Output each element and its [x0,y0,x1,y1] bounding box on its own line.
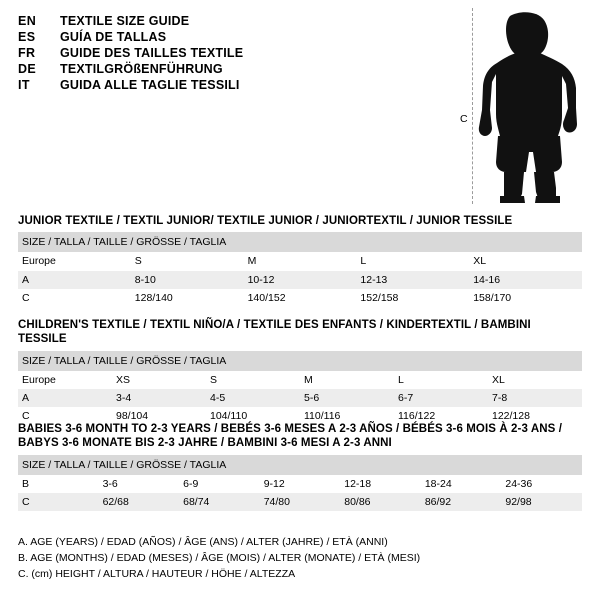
cell: XS [112,371,206,389]
section-title: CHILDREN'S TEXTILE / TEXTIL NIÑO/A / TEXTILE DES ENFANTS / KINDERTEXTIL / BAMBINI TESSILE [18,319,531,346]
cell: 74/80 [260,493,341,511]
cell: L [394,371,488,389]
cell: 68/74 [179,493,260,511]
cell: 140/152 [244,289,357,307]
cell: 3-6 [99,475,180,493]
section-title: BABIES 3-6 MONTH TO 2-3 YEARS / BEBÉS 3-6 MESES A 2-3 AÑOS / BÉBÉS 3-6 MOIS À 2-3 ANS / BABYS 3-6 MONATE BIS 2-3 JAHRE / BAMBINI 3-6 MESI A 2-3 ANNI [18,423,562,450]
cell: 116/122 [394,407,488,425]
measurement-diagram [450,8,595,208]
size-header-label: SIZE / TALLA / TAILLE / GRÖSSE / TAGLIA [18,351,582,371]
table-row [18,289,582,307]
cell: 152/158 [356,289,469,307]
cell: 98/104 [112,407,206,425]
cell: 8-10 [131,271,244,289]
row-label: A [18,389,112,407]
cell: 62/68 [99,493,180,511]
cell: 10-12 [244,271,357,289]
table-row [18,475,582,493]
footnote-c: C. (cm) HEIGHT / ALTURA / HAUTEUR / HÖHE / ALTEZZA [18,567,296,580]
cell: S [206,371,300,389]
cell: 86/92 [421,493,502,511]
table-header-row [18,455,582,475]
section-children [18,318,582,425]
cell: M [244,252,357,270]
language-code: FR [18,46,36,60]
cell: 128/140 [131,289,244,307]
section-junior [18,214,582,307]
language-code: DE [18,62,37,76]
language-row [18,14,448,28]
language-title: TEXTILE SIZE GUIDE [60,14,190,28]
cell: 3-4 [112,389,206,407]
language-title: GUIDA ALLE TAGLIE TESSILI [60,78,240,92]
size-header-label: SIZE / TALLA / TAILLE / GRÖSSE / TAGLIA [18,232,582,252]
size-header-label: SIZE / TALLA / TAILLE / GRÖSSE / TAGLIA [18,455,582,475]
row-label: C [18,289,131,307]
language-code: IT [18,78,30,92]
footnote-a: A. AGE (YEARS) / EDAD (AÑOS) / ÂGE (ANS) / ALTER (JAHRE) / ETÀ (ANNI) [18,536,388,548]
language-code: EN [18,14,37,28]
height-guide-line [472,8,473,204]
row-label: A [18,271,131,289]
cell: 158/170 [469,289,582,307]
footnotes [18,535,582,582]
row-label: Europe [18,371,112,389]
language-title: TEXTILGRÖßENFÜHRUNG [60,62,223,76]
table-header-row [18,232,582,252]
cell: L [356,252,469,270]
cell: 6-9 [179,475,260,493]
size-table-children [18,351,582,425]
cell: 18-24 [421,475,502,493]
footnote-b: B. AGE (MONTHS) / EDAD (MESES) / ÂGE (MOIS) / ALTER (MONATE) / ETÀ (MESI) [18,551,421,564]
table-header-row [18,351,582,371]
cell: 24-36 [501,475,582,493]
size-table-junior [18,232,582,306]
language-row [18,46,448,60]
cell: 12-13 [356,271,469,289]
cell: 80/86 [340,493,421,511]
language-code: ES [18,30,36,44]
cell: 4-5 [206,389,300,407]
cell: 5-6 [300,389,394,407]
cell: 7-8 [488,389,582,407]
section-title: JUNIOR TEXTILE / TEXTIL JUNIOR/ TEXTILE JUNIOR / JUNIORTEXTIL / JUNIOR TESSILE [18,215,513,227]
cell: 6-7 [394,389,488,407]
cell: 9-12 [260,475,341,493]
cell: 14-16 [469,271,582,289]
table-row [18,371,582,389]
language-title: GUIDE DES TAILLES TEXTILE [60,46,244,60]
language-header [18,14,448,94]
child-silhouette-icon [476,12,586,209]
cell: M [300,371,394,389]
table-row [18,389,582,407]
language-row [18,30,448,44]
table-row [18,271,582,289]
row-label: C [18,407,112,425]
cell: XL [488,371,582,389]
row-label: B [18,475,99,493]
section-babies [18,422,582,511]
language-title: GUÍA DE TALLAS [60,30,167,44]
row-label: Europe [18,252,131,270]
table-row [18,493,582,511]
cell: 122/128 [488,407,582,425]
cell: 92/98 [501,493,582,511]
cell: 110/116 [300,407,394,425]
cell: XL [469,252,582,270]
cell: 12-18 [340,475,421,493]
language-row [18,62,448,76]
row-label: C [18,493,99,511]
cell: S [131,252,244,270]
table-row [18,252,582,270]
size-table-babies [18,455,582,511]
height-measure-label: C [460,113,468,125]
language-row [18,78,448,92]
cell: 104/110 [206,407,300,425]
